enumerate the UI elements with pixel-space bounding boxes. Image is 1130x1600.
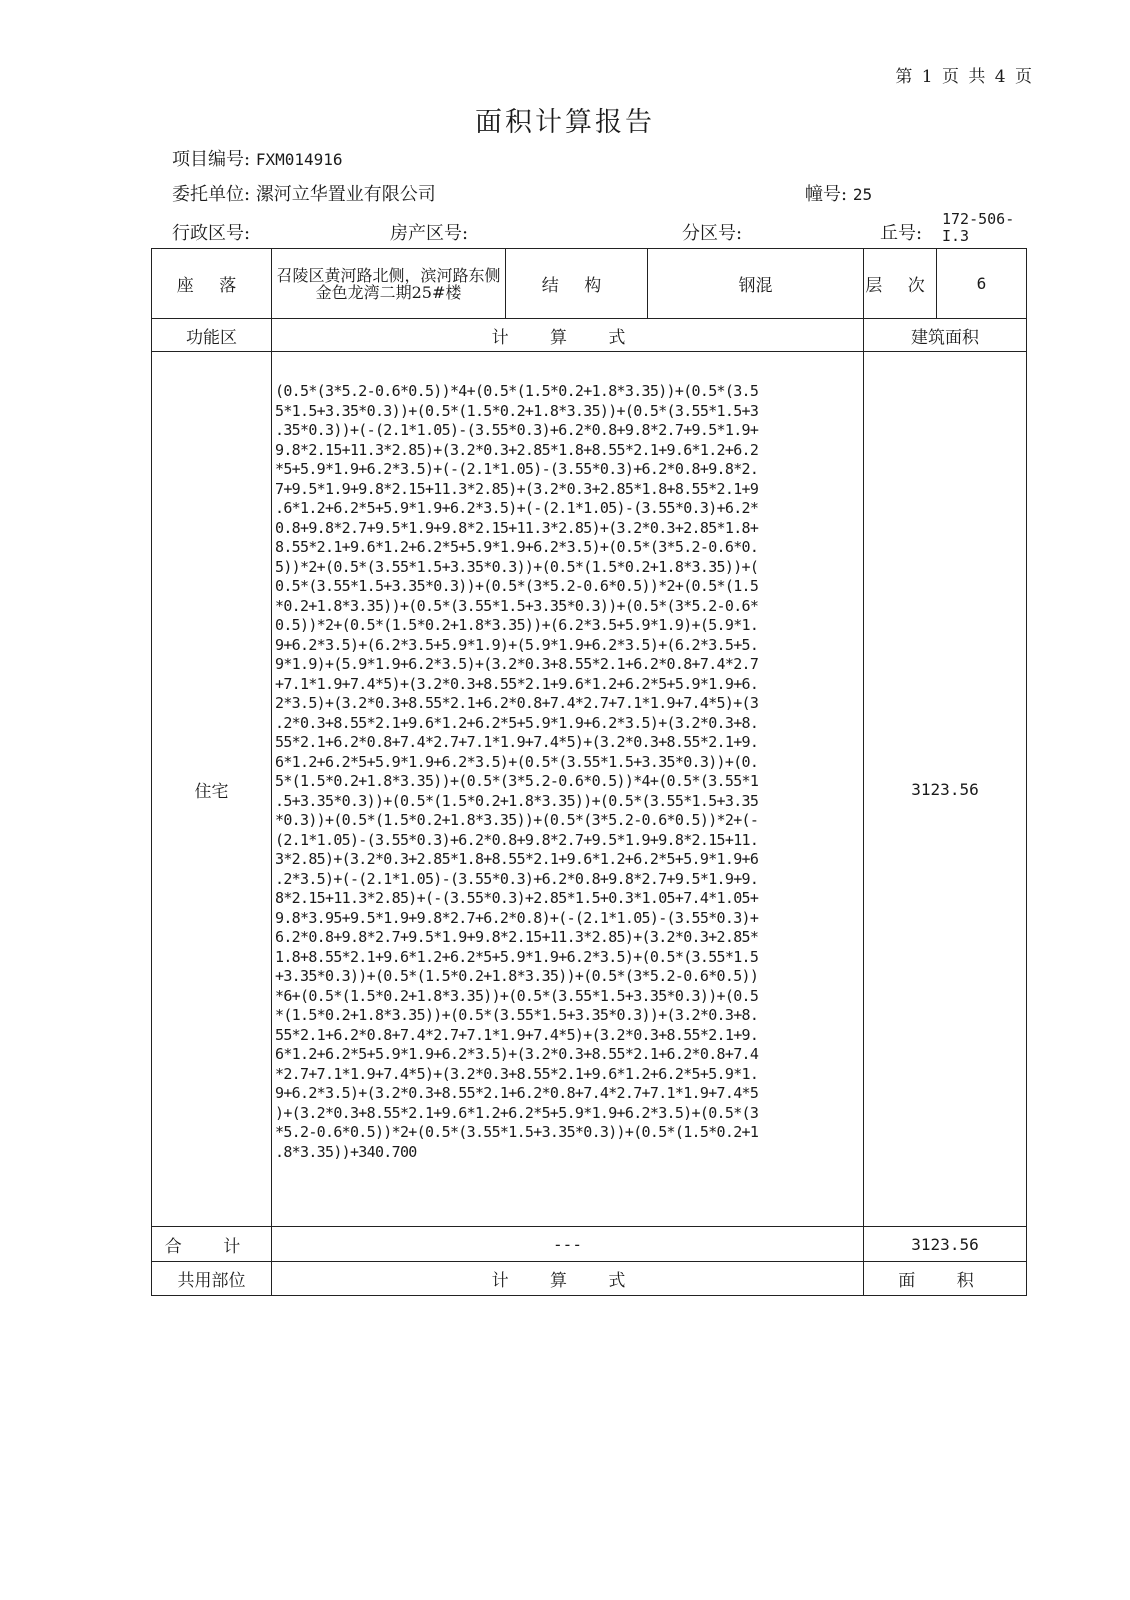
building-no-label: 幢号: [805,184,848,205]
function-area-header: 功能区 [152,319,272,352]
floors-label: 层 次 [864,249,937,319]
residential-formula-cell [272,352,864,1227]
location-row [152,249,1027,319]
property-district-label: 房产区号: [390,223,469,244]
total-area: 3123.56 [864,1227,1027,1262]
column-header-row [152,319,1027,352]
location-label: 座 落 [152,249,272,319]
formula-header: 计 算 式 [272,319,864,352]
project-no-label: 项目编号: [172,149,251,170]
building-area-header: 建筑面积 [864,319,1027,352]
building-no-row [805,180,872,206]
sub-district-label: 分区号: [682,223,743,244]
residential-row [152,352,1027,1227]
structure-label: 结 构 [506,249,648,319]
project-no-value: FXM014916 [255,150,343,169]
project-no-row [172,145,343,171]
client-label: 委托单位: [172,184,251,205]
shared-area-header-row [152,1262,1027,1296]
client-row [172,180,436,206]
structure-value: 钢混 [648,249,864,319]
report-title: 面积计算报告 [475,107,655,138]
total-label: 合 计 [152,1227,272,1262]
hill-no-value: 172-506- I.3 [942,210,1015,245]
client-value: 漯河立华置业有限公司 [255,184,436,205]
shared-label: 共用部位 [152,1262,272,1296]
shared-formula-header: 计 算 式 [272,1262,864,1296]
floors-value: 6 [937,249,1027,319]
admin-district-label: 行政区号: [172,223,251,244]
area-calculation-table [151,248,1027,1296]
residential-label: 住宅 [152,352,272,1227]
location-value: 召陵区黄河路北侧，滨河路东侧金色龙湾二期25#楼 [272,249,506,319]
hill-no-label: 丘号: [880,223,923,244]
shared-area-header: 面 积 [864,1262,1027,1296]
building-no-value: 25 [852,185,873,204]
residential-formula: (0.5*(3*5.2-0.6*0.5))*4+(0.5*(1.5*0.2+1.8*3.35))+(0.5*(3.5 5*1.5+3.35*0.3))+(0.5*(1.5*0.2+1.8*3.35))+(0.5*(3.55*1.5+3 .35*0.3))+(-(2.1*1.05)-(3.55*0.3)+6.2*0.8+9.8*2.7+9.5*1.9+ 9.8*2.15+11.3*2.85)+(3.2*0.3+2.85*1.8+8.55*2.1+9.6*1.2+6.2 *5+5.9*1.9+6.2*3.5)+(-(2.1*1.05)-(3.55*0.3)+6.2*0.8+9.8*2. 7+9.5*1.9+9.8*2.15+11.3*2.85)+(3.2*0.3+2.85*1.8+8.55*2.1+9 .6*1.2+6.2*5+5.9*1.9+6.2*3.5)+(-(2.1*1.05)-(3.55*0.3)+6.2* 0.8+9.8*2.7+9.5*1.9+9.8*2.15+11.3*2.85)+(3.2*0.3+2.85*1.8+ 8.55*2.1+9.6*1.2+6.2*5+5.9*1.9+6.2*3.5)+(0.5*(3*5.2-0.6*0. 5))*2+(0.5*(3.55*1.5+3.35*0.3))+(0.5*(1.5*0.2+1.8*3.35))+( 0.5*(3.55*1.5+3.35*0.3))+(0.5*(3*5.2-0.6*0.5))*2+(0.5*(1.5 *0.2+1.8*3.35))+(0.5*(3.55*1.5+3.35*0.3))+(0.5*(3*5.2-0.6* 0.5))*2+(0.5*(1.5*0.2+1.8*3.35))+(6.2*3.5+5.9*1.9)+(5.9*1. 9+6.2*3.5)+(6.2*3.5+5.9*1.9)+(5.9*1.9+6.2*3.5)+(6.2*3.5+5. 9*1.9)+(5.9*1.9+6.2*3.5)+(3.2*0.3+8.55*2.1+6.2*0.8+7.4*2.7 +7.1*1.9+7.4*5)+(3.2*0.3+8.55*2.1+9.6*1.2+6.2*5+5.9*1.9+6. 2*3.5)+(3.2*0.3+8.55*2.1+6.2*0.8+7.4*2.7+7.1*1.9+7.4*5)+(3 .2*0.3+8.55*2.1+9.6*1.2+6.2*5+5.9*1.9+6.2*3.5)+(3.2*0.3+8. 55*2.1+6.2*0.8+7.4*2.7+7.1*1.9+7.4*5)+(3.2*0.3+8.55*2.1+9. 6*1.2+6.2*5+5.9*1.9+6.2*3.5)+(0.5*(3.55*1.5+3.35*0.3))+(0. 5*(1.5*0.2+1.8*3.35))+(0.5*(3*5.2-0.6*0.5))*4+(0.5*(3.55*1 .5+3.35*0.3))+(0.5*(1.5*0.2+1.8*3.35))+(0.5*(3.55*1.5+3.35 *0.3))+(0.5*(1.5*0.2+1.8*3.35))+(0.5*(3*5.2-0.6*0.5))*2+(- (2.1*1.05)-(3.55*0.3)+6.2*0.8+9.8*2.7+9.5*1.9+9.8*2.15+11. 3*2.85)+(3.2*0.3+2.85*1.8+8.55*2.1+9.6*1.2+6.2*5+5.9*1.9+6 .2*3.5)+(-(2.1*1.05)-(3.55*0.3)+6.2*0.8+9.8*2.7+9.5*1.9+9. 8*2.15+11.3*2.85)+(-(3.55*0.3)+2.85*1.5+0.3*1.05+7.4*1.05+ 9.8*3.95+9.5*1.9+9.8*2.7+6.2*0.8)+(-(2.1*1.05)-(3.55*0.3)+ 6.2*0.8+9.8*2.7+9.5*1.9+9.8*2.15+11.3*2.85)+(3.2*0.3+2.85* 1.8+8.55*2.1+9.6*1.2+6.2*5+5.9*1.9+6.2*3.5)+(0.5*(3.55*1.5 +3.35*0.3))+(0.5*(1.5*0.2+1.8*3.35))+(0.5*(3*5.2-0.6*0.5)) *6+(0.5*(1.5*0.2+1.8*3.35))+(0.5*(3.55*1.5+3.35*0.3))+(0.5 *(1.5*0.2+1.8*3.35))+(0.5*(3.55*1.5+3.35*0.3))+(3.2*0.3+8. 55*2.1+6.2*0.8+7.4*2.7+7.1*1.9+7.4*5)+(3.2*0.3+8.55*2.1+9. 6*1.2+6.2*5+5.9*1.9+6.2*3.5)+(3.2*0.3+8.55*2.1+6.2*0.8+7.4 *2.7+7.1*1.9+7.4*5)+(3.2*0.3+8.55*2.1+9.6*1.2+6.2*5+5.9*1. 9+6.2*3.5)+(3.2*0.3+8.55*2.1+6.2*0.8+7.4*2.7+7.1*1.9+7.4*5 )+(3.2*0.3+8.55*2.1+9.6*1.2+6.2*5+5.9*1.9+6.2*3.5)+(0.5*(3 *5.2-0.6*0.5))*2+(0.5*(3.55*1.5+3.35*0.3))+(0.5*(1.5*0.2+1 .8*3.35))+340.700 [275,382,759,1161]
total-formula: --- [272,1227,864,1262]
total-row [152,1227,1027,1262]
page-number: 第 1 页 共 4 页 [895,67,1034,87]
residential-area: 3123.56 [864,352,1027,1227]
